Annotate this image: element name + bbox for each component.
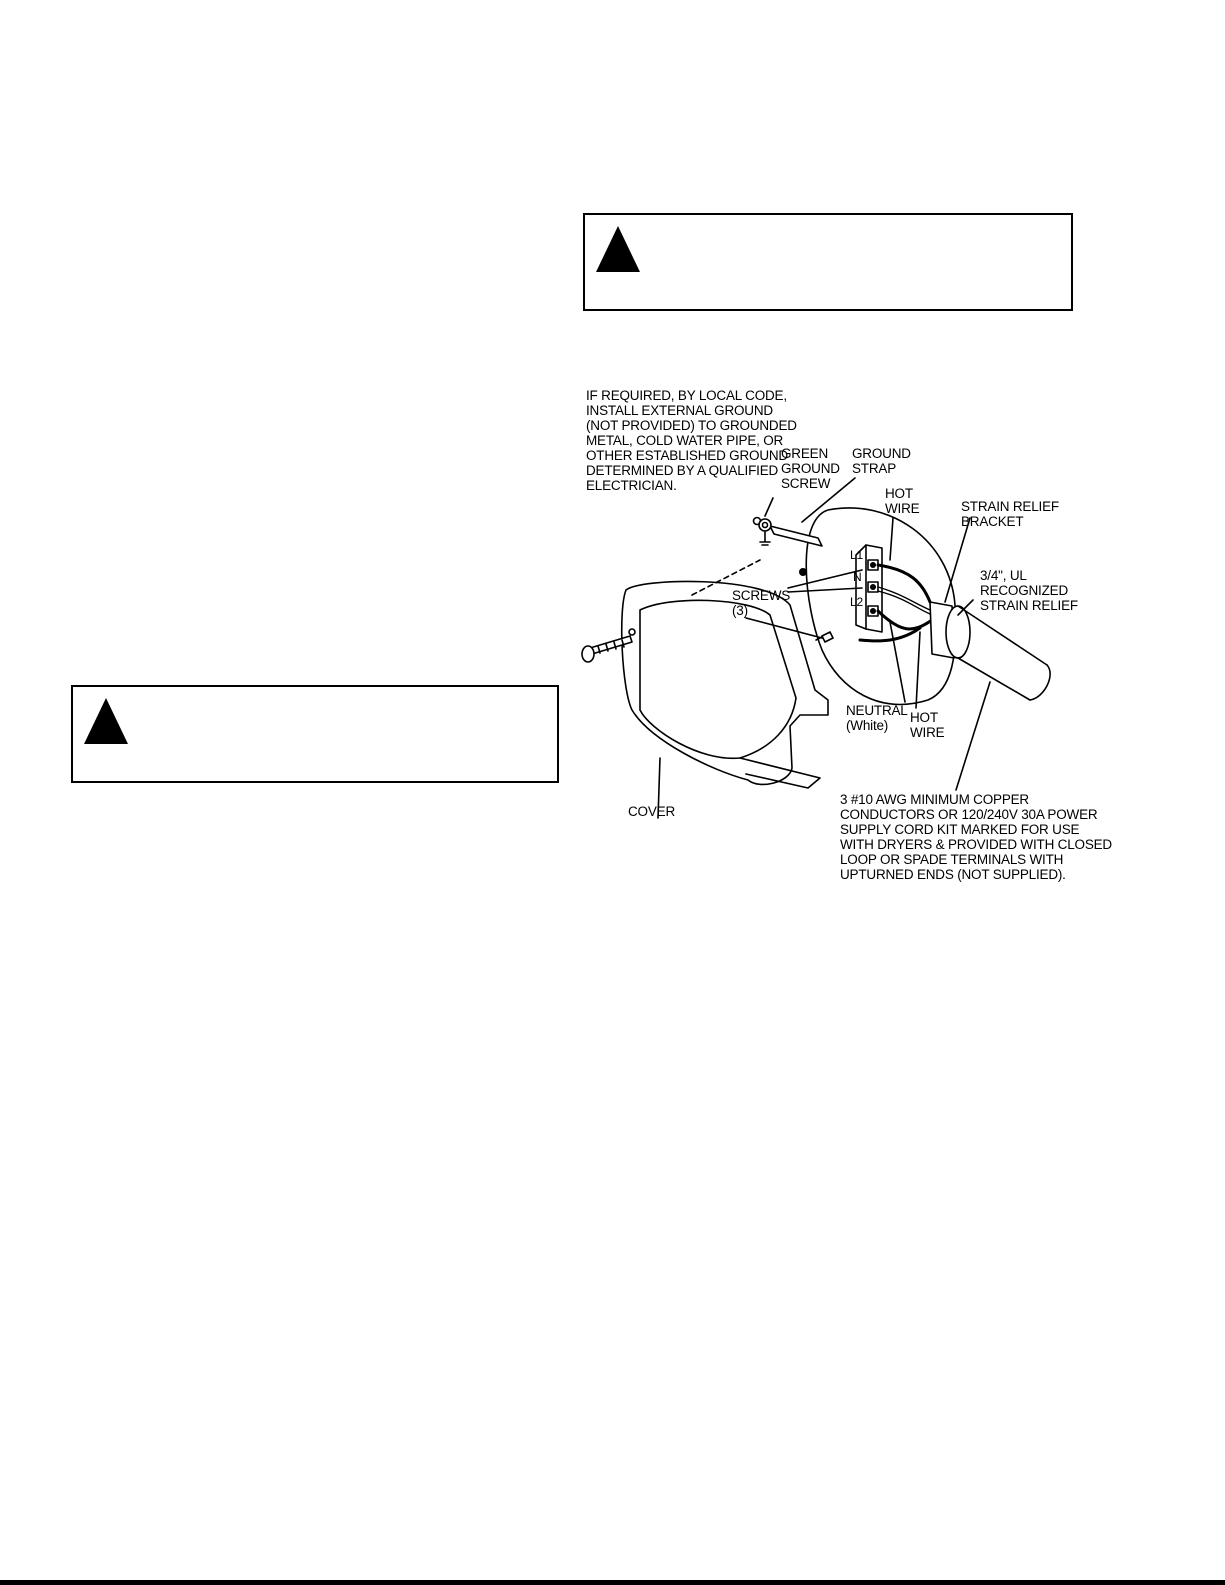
ground-strap-label: GROUND STRAP xyxy=(852,446,911,476)
green-ground-screw xyxy=(759,519,771,531)
ground-strap xyxy=(770,526,822,546)
warning-box-bottom xyxy=(71,685,559,783)
plate-hole xyxy=(799,568,807,576)
hot-wire-top-label: HOT WIRE xyxy=(885,486,920,516)
green-ground-screw-label: GREEN GROUND SCREW xyxy=(781,446,840,491)
neutral-wire xyxy=(878,587,930,610)
strain-relief-label: 3/4", UL RECOGNIZED STRAIN RELIEF xyxy=(980,568,1078,613)
warning-triangle-icon xyxy=(594,224,642,274)
terminal-l2-label: L2 xyxy=(850,595,863,609)
terminal-n-label: N xyxy=(853,570,862,584)
cover-label: COVER xyxy=(628,804,676,819)
warning-box-top xyxy=(583,213,1073,311)
hot-wire-bottom-label: HOT WIRE xyxy=(910,710,945,740)
hot-wire xyxy=(878,611,932,629)
screws-label: SCREWS (3) xyxy=(732,588,791,618)
page-footer-rule xyxy=(0,1580,1225,1585)
strain-relief xyxy=(946,606,970,658)
terminal-screw xyxy=(822,632,833,642)
local-code-label: IF REQUIRED, BY LOCAL CODE, INSTALL EXTERNAL GROUND (NOT PROVIDED) TO GROUNDED METAL, COLD WATER PIPE, OR OTHER ESTABLISHED GROUND DETERMINED BY A QUALIFIED ELECTRICIAN. xyxy=(586,388,797,493)
warning-triangle-icon xyxy=(82,696,130,746)
wiring-diagram xyxy=(560,370,1120,930)
terminal-l1-label: L1 xyxy=(850,548,863,562)
neutral-label: NEUTRAL (White) xyxy=(846,703,908,733)
strain-relief-bracket-label: STRAIN RELIEF BRACKET xyxy=(961,499,1059,529)
conductors-label: 3 #10 AWG MINIMUM COPPER CONDUCTORS OR 120/240V 30A POWER SUPPLY CORD KIT MARKED FOR USE WITH DRYERS & PROVIDED WITH CLOSED LOOP OR SPADE TERMINALS WITH UPTURNED ENDS (NOT SUPPLIED). xyxy=(840,792,1112,882)
power-cord xyxy=(958,606,1047,700)
